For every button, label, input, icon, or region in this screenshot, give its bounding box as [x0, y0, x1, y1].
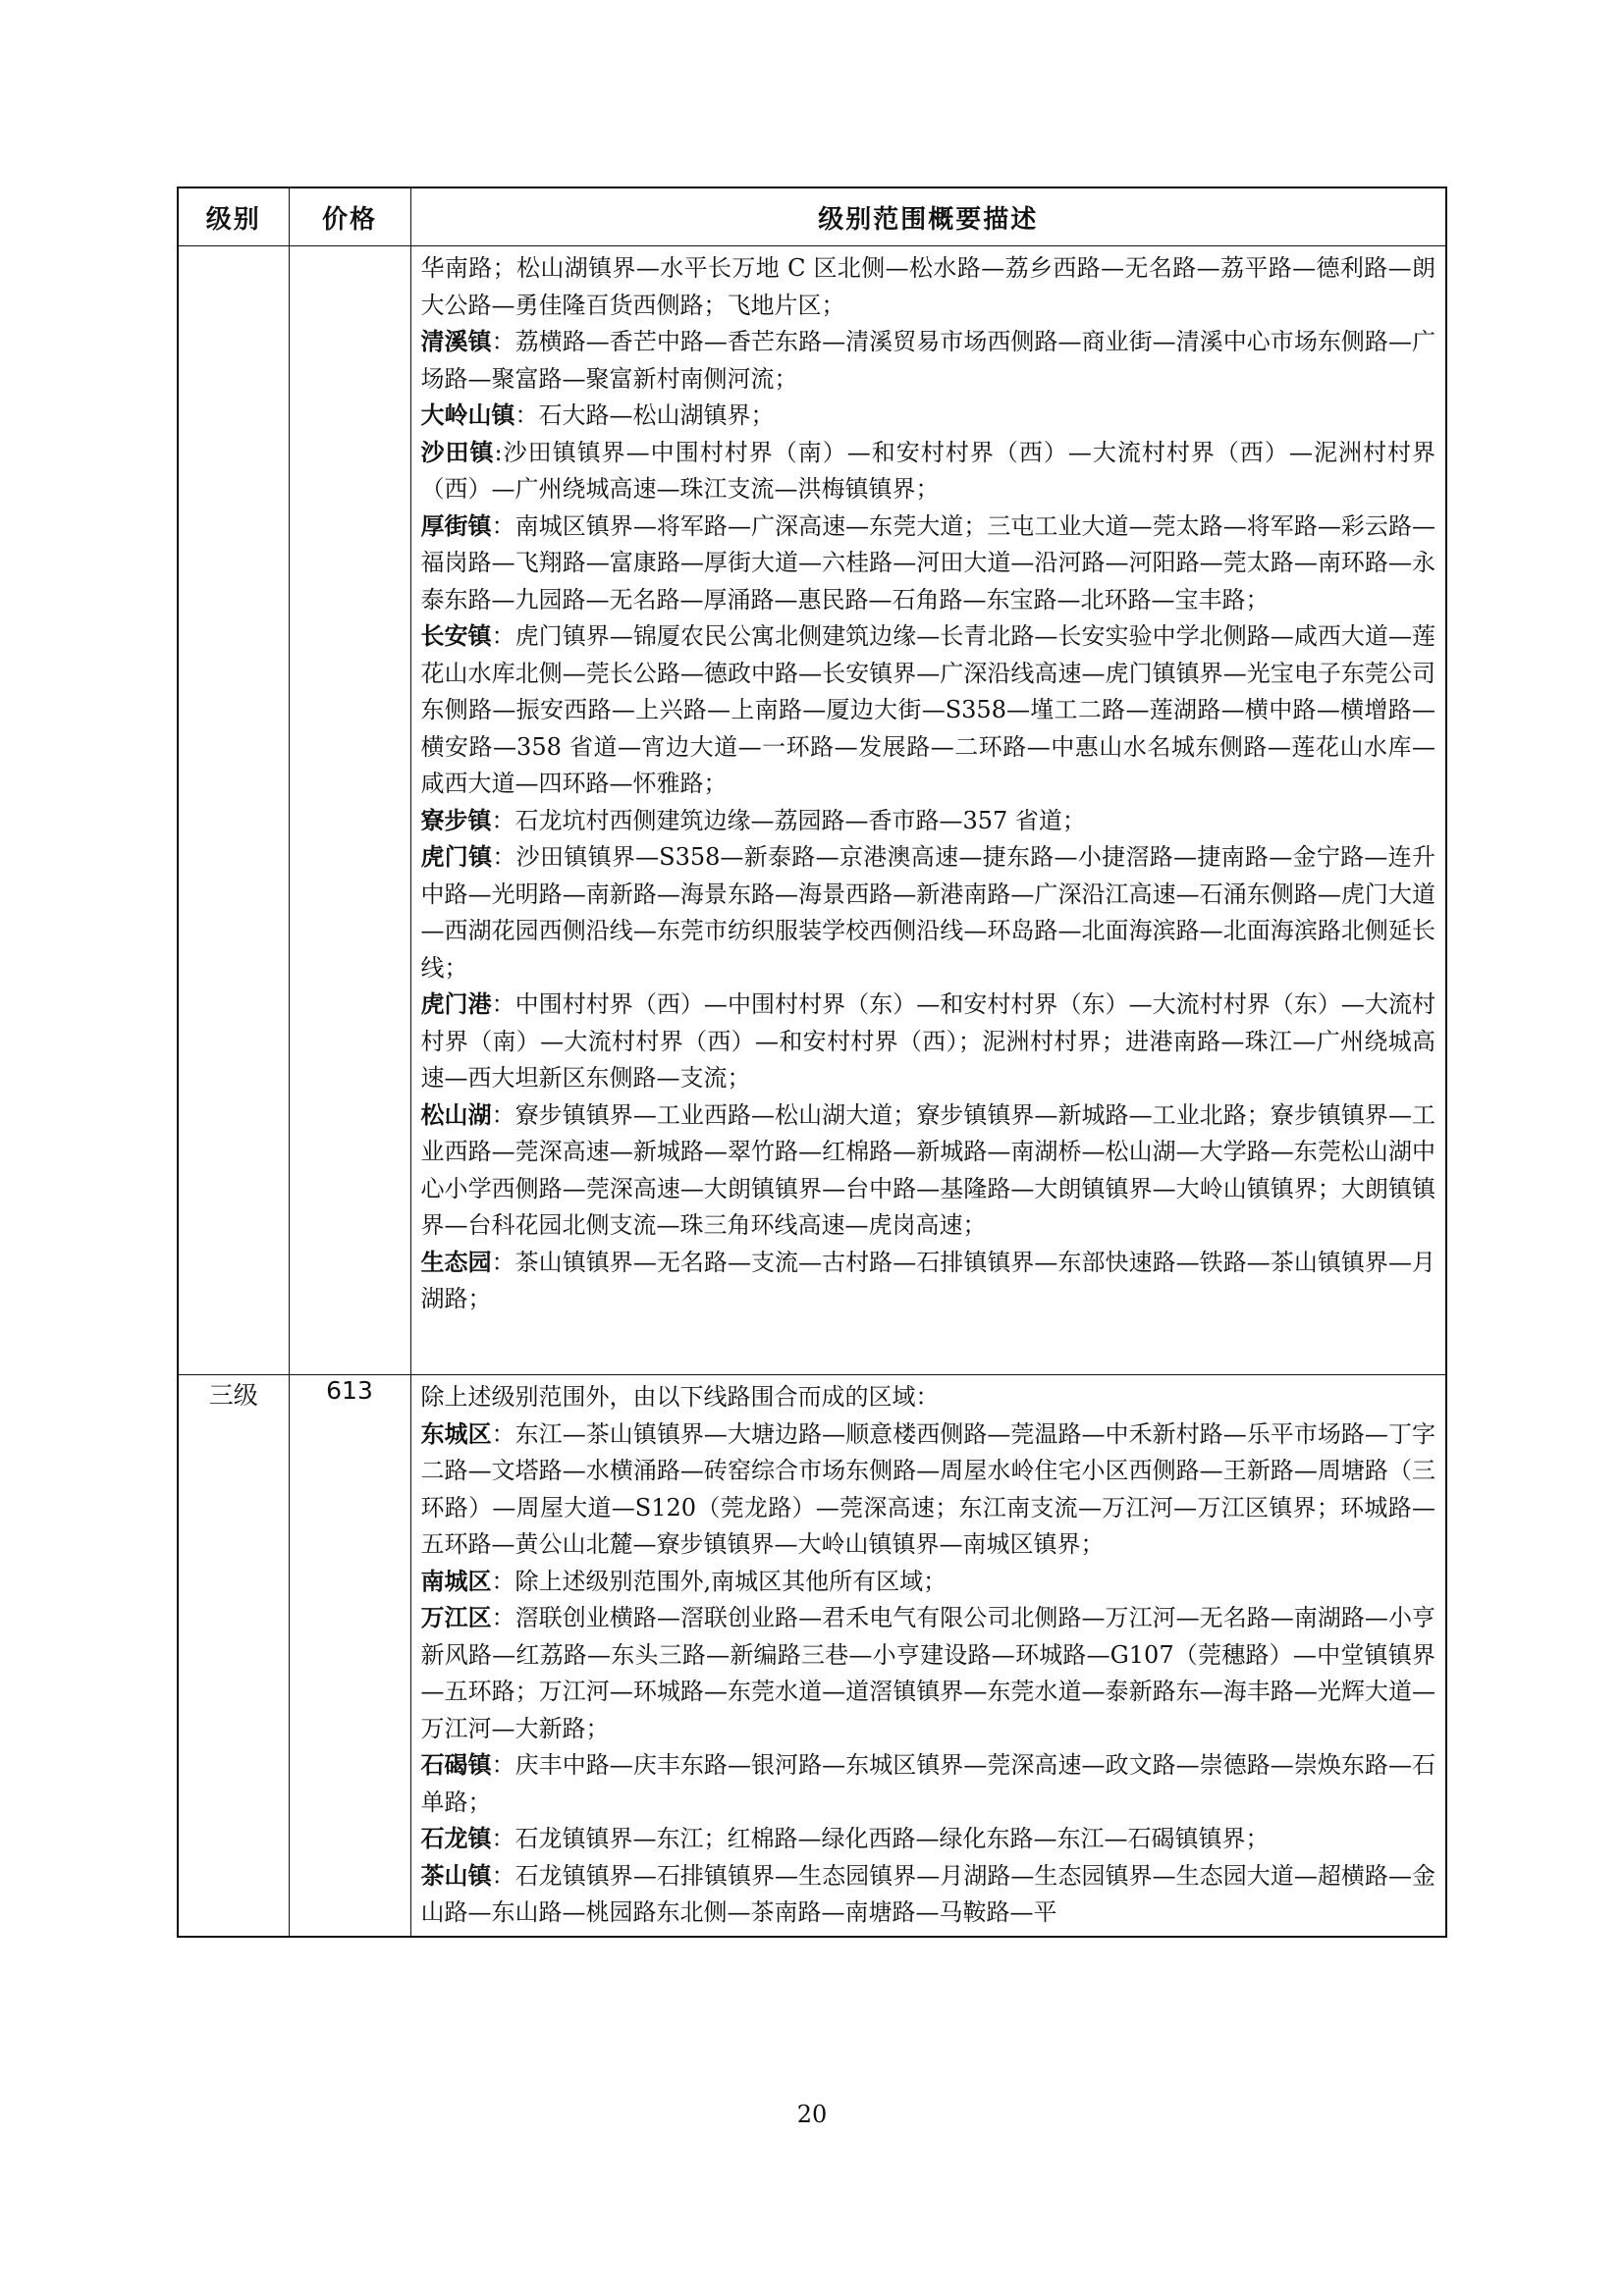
land-grade-table: [177, 187, 1447, 1938]
area-entry: 长安镇：虎门镇界—锦厦农民公寓北侧建筑边缘—长青北路—长安实验中学北侧路—咸西大道—莲花山水库北侧—莞长公路—德政中路—长安镇界—广深沿线高速—虎门镇镇界—光宝电子东莞公司东侧路—振安西路—上兴路—上南路—厦边大街—S358—墐工二路—莲湖路—横中路—横增路—横安路—358 省道—宵边大道—一环路—发展路—二环路—中惠山水名城东侧路—莲花山水库—咸西大道—四环路—怀雅路；: [420, 622, 1435, 797]
town-name: 东城区: [420, 1419, 492, 1448]
area-entry: 除上述级别范围外，由以下线路围合而成的区域：: [420, 1383, 940, 1411]
town-name: 清溪镇: [420, 328, 492, 355]
area-entry: 华南路；松山湖镇界—水平长万地 C 区北侧—松水路—荔乡西路—无名路—荔平路—德利路—朗大公路—勇佳隆百货西侧路；飞地片区；: [420, 254, 1435, 319]
town-name: 茶山镇: [420, 1861, 492, 1890]
area-entry: 万江区：滘联创业横路—滘联创业路—君禾电气有限公司北侧路—万江河—无名路—南湖路—小亨新风路—红荔路—东头三路—新编路三巷—小亨建设路—环城路—G107（莞穗路）—中堂镇镇界—五环路；万江河—环城路—东莞水道—道滘镇镇界—东莞水道—泰新路东—海丰路—光辉大道—万江河—大新路；: [420, 1604, 1435, 1742]
town-name: 万江区: [420, 1604, 492, 1631]
table-row-grade-3: [178, 1375, 1446, 1937]
area-entry: 茶山镇：石龙镇镇界—石排镇镇界—生态园镇界—月湖路—生态园镇界—生态园大道—超横路—金山路—东山路—桃园路东北侧—茶南路—南塘路—马鞍路—平: [420, 1861, 1435, 1926]
area-entry: 厚街镇：南城区镇界—将军路—广深高速—东莞大道；三屯工业大道—莞太路—将军路—彩云路—福岗路—飞翔路—富康路—厚街大道—六桂路—河田大道—沿河路—河阳路—莞太路—南环路—永泰东路—九园路—无名路—厚涌路—惠民路—石角路—东宝路—北环路—宝丰路；: [420, 511, 1435, 614]
town-name: 虎门港: [420, 990, 492, 1018]
price-cell-empty: [289, 246, 410, 1375]
area-entry: 虎门镇：沙田镇镇界—S358—新泰路—京港澳高速—捷东路—小捷滘路—捷南路—金宁路—连升中路—光明路—南新路—海景东路—海景西路—新港南路—广深沿江高速—石涌东侧路—虎门大道—西湖花园西侧沿线—东莞市纺织服装学校西侧沿线—环岛路—北面海滨路—北面海滨路北侧延长线；: [420, 843, 1436, 982]
header-price: 价格: [289, 187, 410, 246]
area-entry: 沙田镇:沙田镇镇界—中围村村界（南）—和安村村界（西）—大流村村界（西）—泥洲村村界（西）—广州绕城高速—珠江支流—洪梅镇镇界；: [420, 438, 1435, 503]
town-name: 石龙镇: [420, 1825, 492, 1852]
town-name: 南城区: [420, 1567, 492, 1595]
town-name: 石碣镇: [420, 1751, 492, 1779]
description-cell: [410, 246, 1446, 1375]
page-number: 20: [796, 2101, 828, 2128]
area-entry: 虎门港：中围村村界（西）—中围村村界（东）—和安村村界（东）—大流村村界（东）—大流村村界（南）—大流村村界（西）—和安村村界（西）；泥洲村村界；进港南路—珠江—广州绕城高速—西大坦新区东侧路—支流；: [420, 990, 1435, 1092]
area-entry: 生态园：茶山镇镇界—无名路—支流—古村路—石排镇镇界—东部快速路—铁路—茶山镇镇界—月湖路；: [420, 1248, 1435, 1312]
town-name: 厚街镇: [420, 511, 492, 540]
area-entry: 石碣镇：庆丰中路—庆丰东路—银河路—东城区镇界—莞深高速—政文路—崇德路—崇焕东路—石单路；: [420, 1751, 1435, 1816]
town-name: 长安镇: [420, 622, 492, 650]
town-name: 沙田镇: [420, 438, 495, 466]
description-cell: [410, 1375, 1446, 1937]
area-entry: 东城区：东江—茶山镇镇界—大塘边路—顺意楼西侧路—莞温路—中禾新村路—乐平市场路—丁字二路—文塔路—水横涌路—砖窑综合市场东侧路—周屋水岭住宅小区西侧路—王新路—周塘路（三环路）—周屋大道—S120（莞龙路）—莞深高速；东江南支流—万江河—万江区镇界；环城路—五环路—黄公山北麓—寮步镇镇界—大岭山镇镇界—南城区镇界；: [420, 1419, 1435, 1558]
level-cell-empty: [178, 246, 289, 1375]
town-name: 虎门镇: [420, 843, 493, 871]
town-name: 寮步镇: [420, 806, 492, 834]
area-entry: 松山湖：寮步镇镇界—工业西路—松山湖大道；寮步镇镇界—新城路—工业北路；寮步镇镇界—工业西路—莞深高速—新城路—翠竹路—红棉路—新城路—南湖桥—松山湖—大学路—东莞松山湖中心小学西侧路—莞深高速—大朗镇镇界—台中路—基隆路—大朗镇镇界—大岭山镇镇界；大朗镇镇界—台科花园北侧支流—珠三角环线高速—虎岗高速；: [420, 1100, 1435, 1239]
town-name: 大岭山镇: [420, 401, 515, 429]
table-header-row: [178, 187, 1446, 246]
table-row-continuation: [178, 246, 1446, 1375]
header-description: 级别范围概要描述: [410, 187, 1446, 246]
area-entry: 大岭山镇：石大路—松山湖镇界；: [420, 401, 775, 429]
town-name: 生态园: [420, 1248, 492, 1276]
area-entry: 石龙镇：石龙镇镇界—东江；红棉路—绿化西路—绿化东路—东江—石碣镇镇界；: [420, 1825, 1270, 1852]
price-cell: 613: [289, 1375, 410, 1937]
level-cell: 三级: [178, 1375, 289, 1937]
area-entry: 清溪镇：荔横路—香芒中路—香芒东路—清溪贸易市场西侧路—商业街—清溪中心市场东侧路—广场路—聚富路—聚富新村南侧河流；: [420, 328, 1435, 393]
document-page: [177, 187, 1445, 1938]
town-name: 松山湖: [420, 1100, 492, 1129]
area-entry: 寮步镇：石龙坑村西侧建筑边缘—荔园路—香市路—357 省道；: [420, 806, 1086, 834]
area-entry: 南城区：除上述级别范围外,南城区其他所有区域；: [420, 1567, 947, 1595]
header-level: 级别: [178, 187, 289, 246]
